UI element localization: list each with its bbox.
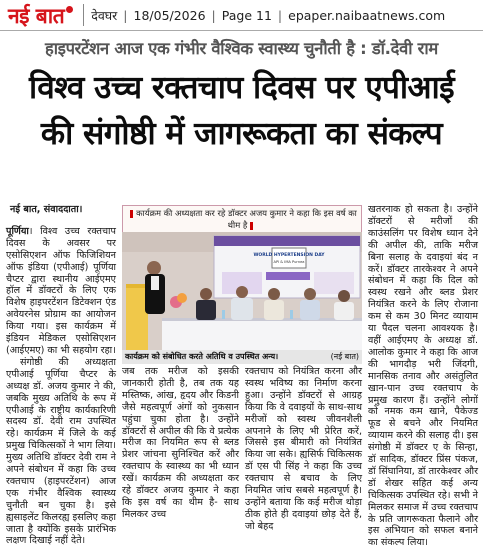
photo-caption [122, 350, 362, 364]
dateline: नई बात, संवाददाता। [10, 204, 83, 215]
photo-quote-line-1: कार्यक्रम की अध्यक्षता कर रहे डॉक्टर अजय कुमार ने कहा कि इस वर्ष का थीम है [136, 208, 357, 230]
edition-info: देवघर | 18/05/2026 | Page 11 | epaper.naibaatnews.com [88, 7, 448, 24]
lead-word: पूर्णिया [6, 225, 29, 237]
article-column-2b [245, 366, 362, 532]
column-3-text: खतरनाक हो सकता है। उन्होंने डॉक्टरों से मरीजों की काउंसलिंग पर विशेष ध्यान देने की अपील की, ताकि मरीज बिना सलाह के दवाइयां बंद न करें। डॉक्टर तारकेश्वर ने अपने संबोधन में कहा कि दिल को स्वस्थ रखने और ब्लड प्रेशर नियंत्रित करने के लिए रोजाना कम से कम 30 मिनट व्यायाम या पैदल चलना आवश्यक है। वहीं आईएमए के अध्यक्ष डॉ. आलोक कुमार ने कहा कि आज की भागदौड़ भरी जिंदगी, मानसिक तनाव और असंतुलित खान-पान उच्च रक्तचाप के प्रमुख कारण हैं। उन्होंने लोगों को नमक कम खाने, पैकेज्ड फूड से बचने और नियमित व्यायाम करने की सलाह दी। इस संगोष्ठी में डॉक्टर ए के सिन्हा, डॉ सादिक, डॉक्टर प्रिंस पंकज, डॉ सिंघानिया, डॉ तारकेश्वर और डॉ शेखर सहित कई अन्य चिकित्सक उपस्थित रहे। सभी ने मिलकर समाज में उच्च रक्तचाप के प्रति जागरूकता फैलाने और इस अभियान को सफल बनाने का संकल्प लिया। [368, 204, 478, 549]
article-headline [0, 65, 483, 157]
page-number: Page 11 [221, 7, 272, 23]
article-column-1 [6, 204, 116, 547]
event-photo-illustration [122, 232, 362, 350]
header-divider [83, 4, 84, 26]
article-column-3 [368, 204, 478, 549]
photo-credit: (नई बात) [330, 352, 359, 361]
column-2b-text: रक्तचाप को नियंत्रित करना और स्वस्थ भविष्य का निर्माण करना हुआ। उन्होंने डॉक्टरों से आग्रह किया कि वे दवाइयों के साथ-साथ मरीजों को स्वस्थ जीवनशैली अपनाने के लिए भी प्रेरित करें, जिससे इस बीमारी को नियंत्रित किया जा सके। ह्यसिर्फ चिकित्सक डॉ एस पी सिंह ने कहा कि उच्च रक्तचाप से बचाव के लिए नियमित जांच सबसे महत्वपूर्ण है। उन्होंने बताया कि कई मरीज थोड़ा ठीक होते ही दवाइयां छोड़ देते हैं, जो बेहद [245, 366, 362, 532]
photo-quote-box [122, 205, 362, 233]
headline-line-2: की संगोष्ठी में जागरूकता का संकल्प [40, 116, 443, 152]
event-photo[interactable] [122, 232, 362, 350]
banner-title: WORLD HYPERTENSION DAY [253, 253, 325, 258]
article-kicker: हाइपरटेंशन आज एक गंभीर वैश्विक स्वास्थ्य चुनौती है : डॉ.देवी राम [45, 39, 438, 58]
photo-caption-text: कार्यक्रम को संबोधित करते अतिथि व उपस्थित अन्य। [125, 352, 279, 361]
headline-line-1: विश्व उच्च रक्तचाप दिवस पर एपीआई [29, 70, 454, 106]
logo-text: नई बात [8, 2, 65, 28]
lead-paragraph [6, 226, 116, 357]
column-2-text: जब तक मरीज को इसकी जानकारी होती है, तब तक यह मस्तिष्क, आंख, हृदय और किडनी जैसे महत्वपूर्ण अंगों को नुकसान पहुंचा चुका होता है। उन्होंने डॉक्टरों से अपील की कि वे प्रत्येक मरीज का नियमित रूप से ब्लड प्रेशर जांचना सुनिश्चित करें और रक्तचाप के स्वास्थ्य का भी ध्यान रखें। कार्यक्रम की अध्यक्षता कर रहे डॉक्टर अजय कुमार ने कहा कि इस वर्ष का थीम है- साथ मिलकर उच्च [122, 366, 239, 520]
article-column-2 [122, 366, 239, 520]
edition-date: 18/05/2026 [133, 7, 206, 23]
masthead [0, 0, 483, 31]
epaper-url[interactable]: epaper.naibaatnews.com [288, 7, 446, 23]
lead-text: । विश्व उच्च रक्तचाप दिवस के अवसर पर एसोसिएशन ऑफ फिजिशियन ऑफ इंडिया (एपीआई) पूर्णिया चैप्टर द्वारा स्थानीय आईएमए हॉल में डॉक्टरों के लिए एक विशेष हाइपरटेंशन डिटेक्शन एंड अवेयरनेस प्रोग्राम का आयोजन किया गया। इस कार्यक्रम में इंडियन मेडिकल एसोसिएशन (आईएमए) का भी सहयोग रहा। [6, 225, 116, 356]
banner-subtitle: API & IMA Purnea [273, 260, 305, 264]
column-1-paragraph-2: संगोष्ठी की अध्यक्षता एपीआई पूर्णिया चैप्टर के अध्यक्ष डॉ. अजय कुमार ने की, जबकि मुख्य अतिथि के रूप में एपीआई के राष्ट्रीय कार्यकारिणी सदस्य डॉ. देवी राम उपस्थित रहे। कार्यक्रम में जिले के कई प्रमुख चिकित्सकों ने भाग लिया। मुख्य अतिथि डॉक्टर देवी राम ने अपने संबोधन में कहा कि उच्च रक्तचाप (हाइपरटेंशन) आज एक गंभीर वैश्विक स्वास्थ्य चुनौती बन चुका है। इसे ह्यसाइलेंट किलरह्य इसलिए कहा जाता है क्योंकि इसके प्रारंभिक लक्षण दिखाई नहीं देते। [6, 356, 116, 547]
logo-dot-icon [66, 6, 73, 13]
edition-city: देवघर [91, 7, 118, 23]
newspaper-logo[interactable] [0, 0, 79, 30]
